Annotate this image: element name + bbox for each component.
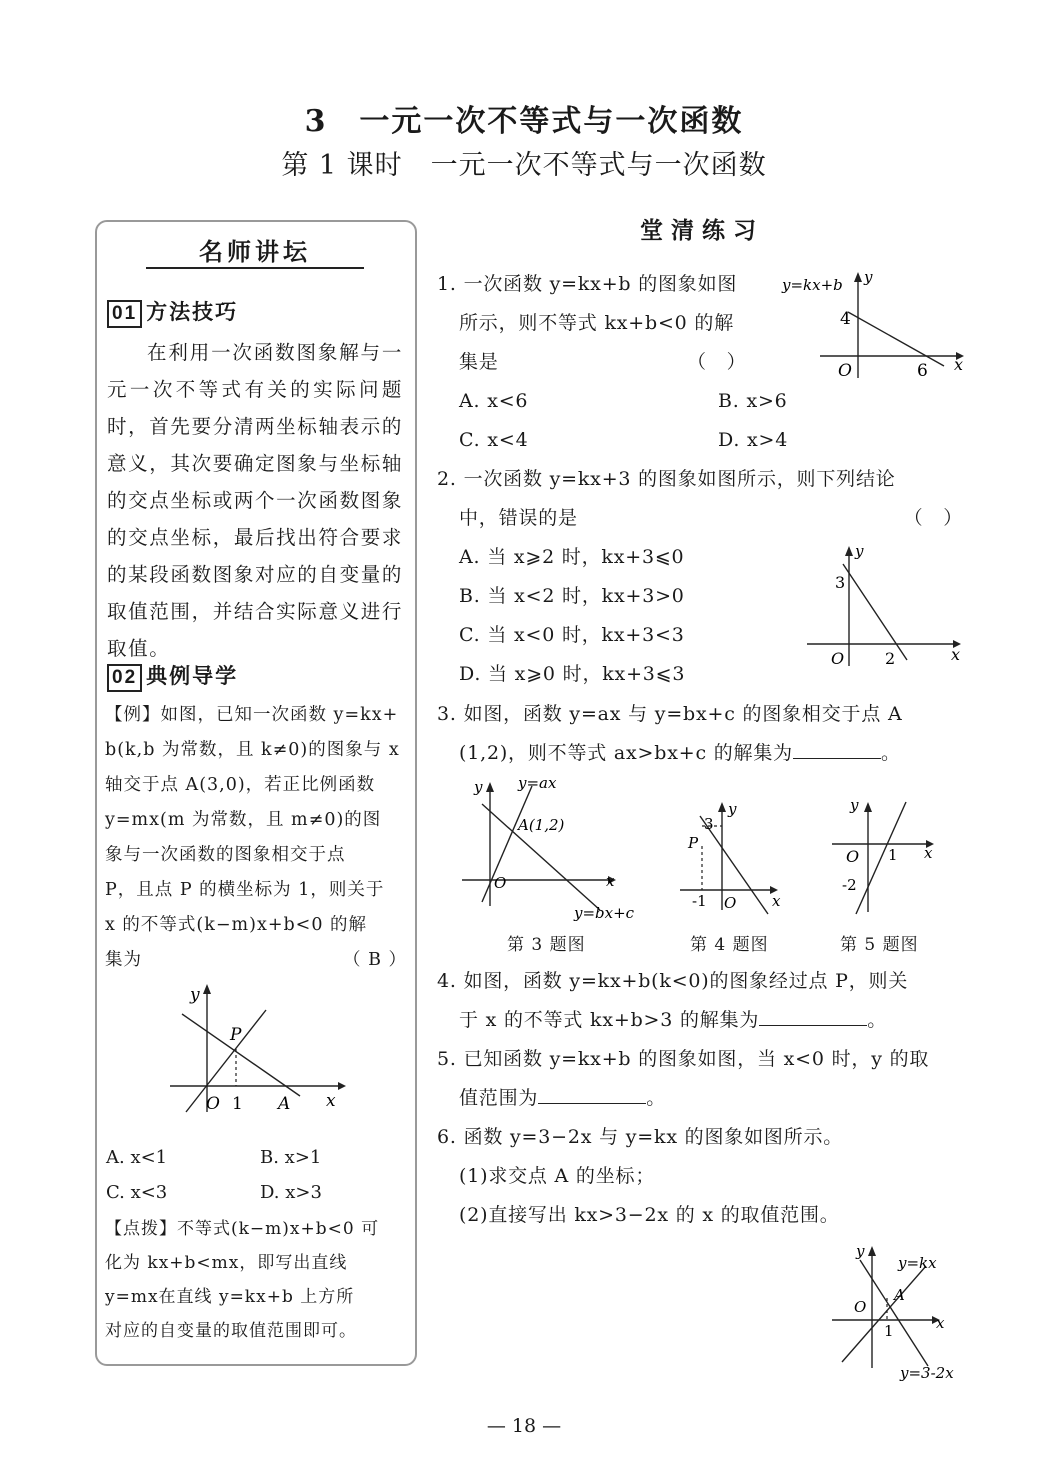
q2-answer-paren: （ ）	[903, 507, 963, 529]
q3-caption: 第 3 题图	[507, 935, 586, 955]
q4-graph	[676, 798, 796, 918]
question-3	[437, 695, 967, 773]
origin-label: O	[494, 874, 507, 892]
line-label: y=kx+b	[782, 276, 843, 294]
q4-caption: 第 4 题图	[690, 935, 769, 955]
y-label: y	[850, 796, 859, 814]
example-graph	[160, 978, 350, 1116]
point-a-label: A(1,2)	[518, 816, 565, 834]
point-a-label: A	[278, 1094, 291, 1114]
y-axis-arrow	[854, 272, 862, 282]
q1-option-b: B. x>6	[718, 390, 788, 412]
example-line: y=mx(m 为常数，且 m≠0)的图	[105, 810, 382, 830]
q3-line	[437, 734, 967, 773]
q1-answer-paren: （ ）	[687, 351, 747, 373]
q2-option-b: B. 当 x<2 时，kx+3>0	[459, 585, 685, 607]
q2-option-d: D. 当 x⩾0 时，kx+3⩽3	[459, 663, 686, 685]
q2-line: 2. 一次函数 y=kx+3 的图象如图所示，则下列结论	[437, 468, 896, 490]
tick-label-3: 3	[704, 815, 714, 833]
tick-label-1: 1	[232, 1094, 243, 1114]
hint-line: 【点拨】不等式(k−m)x+b<0 可	[105, 1219, 380, 1239]
y-label: y	[856, 1242, 865, 1260]
q1-option-d: D. x>4	[718, 429, 789, 451]
q2-option-a: A. 当 x⩾2 时，kx+3⩽0	[459, 546, 685, 568]
example-option-a: A. x<1	[106, 1147, 168, 1168]
question-1	[437, 265, 782, 382]
q3-text: (1,2)，则不等式 ax>bx+c 的解集为	[459, 742, 793, 764]
q1-last-line: 集是	[459, 351, 499, 373]
q1-line: 所示，则不等式 kx+b<0 的解	[459, 312, 734, 334]
y-label: y	[728, 800, 737, 818]
q6-graph	[828, 1238, 973, 1383]
y-axis-arrow	[718, 802, 726, 812]
intercept-2: 2	[885, 649, 896, 668]
example-line	[105, 943, 407, 978]
origin-label: O	[838, 361, 852, 381]
tick-label-neg2: -2	[842, 876, 857, 894]
q6-subquestion-2: (2)直接写出 kx>3−2x 的 x 的取值范围。	[459, 1204, 840, 1226]
q4-answer-blank[interactable]	[759, 1025, 867, 1026]
q3-end: 。	[880, 742, 901, 764]
line-y-kx-b	[856, 802, 906, 914]
q3-answer-blank[interactable]	[793, 758, 881, 759]
intercept-6: 6	[917, 361, 928, 381]
y-axis-arrow	[486, 782, 494, 792]
q1-line: 1. 一次函数 y=kx+b 的图象如图	[437, 273, 738, 295]
section-label: 典例导学	[146, 663, 239, 688]
q5-text: 值范围为	[459, 1087, 539, 1109]
example-hint	[105, 1212, 407, 1348]
q3-graph	[460, 772, 640, 924]
example-line: x 的不等式(k−m)x+b<0 的解	[105, 915, 368, 935]
line-label-y32x: y=3-2x	[900, 1364, 954, 1382]
page-number: — 18 —	[486, 1415, 562, 1437]
x-label: x	[954, 355, 964, 374]
page-title: 3 一元一次不等式与一次函数	[304, 104, 744, 139]
origin-label: O	[206, 1094, 220, 1114]
practice-title: 堂清练习	[640, 217, 764, 244]
point-p-label: P	[230, 1025, 242, 1045]
q4-end: 。	[867, 1009, 888, 1031]
point-a-label: A	[894, 1286, 905, 1304]
example-option-c: C. x<3	[106, 1182, 168, 1203]
q5-answer-blank[interactable]	[538, 1103, 646, 1104]
y-axis-arrow	[868, 1246, 876, 1256]
q2-line	[437, 499, 967, 538]
y-label: y	[855, 542, 864, 560]
q2-graph	[805, 540, 970, 670]
question-4	[437, 962, 967, 1040]
q1-graph	[780, 266, 970, 384]
example-problem	[105, 698, 407, 978]
example-line: 象与一次函数的图象相交于点	[105, 845, 346, 865]
example-option-d: D. x>3	[260, 1182, 322, 1203]
hint-line: y=mx在直线 y=kx+b 上方所	[105, 1287, 355, 1307]
q5-end: 。	[646, 1087, 667, 1109]
example-answer: （ B ）	[343, 950, 407, 970]
q1-line	[437, 343, 782, 382]
q2-last-line: 中，错误的是	[459, 507, 578, 529]
x-axis-arrow	[338, 1082, 346, 1090]
origin-label: O	[854, 1298, 867, 1316]
origin-label: O	[831, 649, 845, 668]
q6-subquestion-1: (1)求交点 A 的坐标；	[459, 1165, 656, 1187]
x-label: x	[936, 1314, 945, 1332]
intercept-3: 3	[835, 573, 846, 592]
q6-line: 6. 函数 y=3−2x 与 y=kx 的图象如图所示。	[437, 1126, 844, 1148]
example-line: b(k,b 为常数，且 k≠0)的图象与 x	[105, 740, 400, 760]
x-label: x	[951, 645, 961, 664]
sidebar-title: 名师讲坛	[199, 237, 311, 266]
example-line: 轴交于点 A(3,0)，若正比例函数	[105, 775, 376, 795]
example-option-b: B. x>1	[260, 1147, 322, 1168]
q1-option-c: C. x<4	[459, 429, 529, 451]
y-axis-arrow	[845, 546, 853, 556]
y-label: y	[190, 985, 200, 1005]
section-number: 01	[107, 300, 142, 328]
line-y-kx-b	[848, 312, 944, 366]
section-example-heading	[107, 660, 238, 692]
sidebar-title-rule	[146, 267, 364, 269]
section-number: 02	[107, 664, 142, 692]
q4-line	[437, 1001, 967, 1040]
hint-line: 对应的自变量的取值范围即可。	[105, 1321, 357, 1341]
line-label-yax: y=ax	[518, 774, 557, 792]
q5-graph	[828, 792, 948, 920]
q5-line: 5. 已知函数 y=kx+b 的图象如图，当 x<0 时，y 的取	[437, 1048, 930, 1070]
x-label: x	[326, 1091, 336, 1111]
example-last-line: 集为	[105, 950, 142, 970]
x-label: x	[772, 892, 781, 910]
intercept-4: 4	[840, 309, 851, 329]
y-axis-arrow	[203, 984, 211, 994]
line-y-kx-3	[843, 564, 907, 660]
section-method-heading	[107, 296, 238, 328]
lesson-subtitle: 第 1 课时 一元一次不等式与一次函数	[281, 150, 767, 181]
tick-label-neg1: -1	[692, 892, 707, 910]
q1-option-a: A. x<6	[459, 390, 529, 412]
origin-label: O	[846, 847, 860, 866]
y-axis-arrow	[864, 802, 872, 812]
q4-text: 于 x 的不等式 kx+b>3 的解集为	[459, 1009, 760, 1031]
tick-label-1: 1	[884, 1322, 894, 1340]
question-6	[437, 1118, 967, 1235]
y-label: y	[474, 778, 483, 796]
hint-line: 化为 kx+b<mx，即写出直线	[105, 1253, 348, 1273]
tick-label-1: 1	[888, 846, 898, 864]
point-p-label: P	[688, 834, 699, 852]
example-line: 【例】如图，已知一次函数 y=kx+	[105, 705, 399, 725]
q2-option-c: C. 当 x<0 时，kx+3<3	[459, 624, 685, 646]
section-label: 方法技巧	[146, 299, 239, 324]
origin-label: O	[724, 894, 737, 912]
question-2	[437, 460, 967, 538]
x-label: x	[924, 844, 933, 862]
line-label-ykx: y=kx	[898, 1254, 937, 1272]
q5-caption: 第 5 题图	[840, 935, 919, 955]
line-label-ybxc: y=bx+c	[574, 904, 635, 922]
q4-line: 4. 如图，函数 y=kx+b(k<0)的图象经过点 P，则关	[437, 970, 909, 992]
question-5	[437, 1040, 967, 1118]
method-paragraph: 在利用一次函数图象解与一元一次不等式有关的实际问题时，首先要分清两坐标轴表示的意义，其次要确定图象与坐标轴的交点坐标或两个一次函数图象的交点坐标，最后找出符合要求的某段函数图象对应的自变量的取值范围，并结合实际意义进行取值。	[107, 341, 403, 660]
y-label: y	[864, 268, 873, 286]
example-line: P，且点 P 的横坐标为 1，则关于	[105, 880, 385, 900]
x-label: x	[606, 872, 615, 890]
q5-line	[437, 1079, 967, 1118]
q3-line: 3. 如图，函数 y=ax 与 y=bx+c 的图象相交于点 A	[437, 703, 903, 725]
